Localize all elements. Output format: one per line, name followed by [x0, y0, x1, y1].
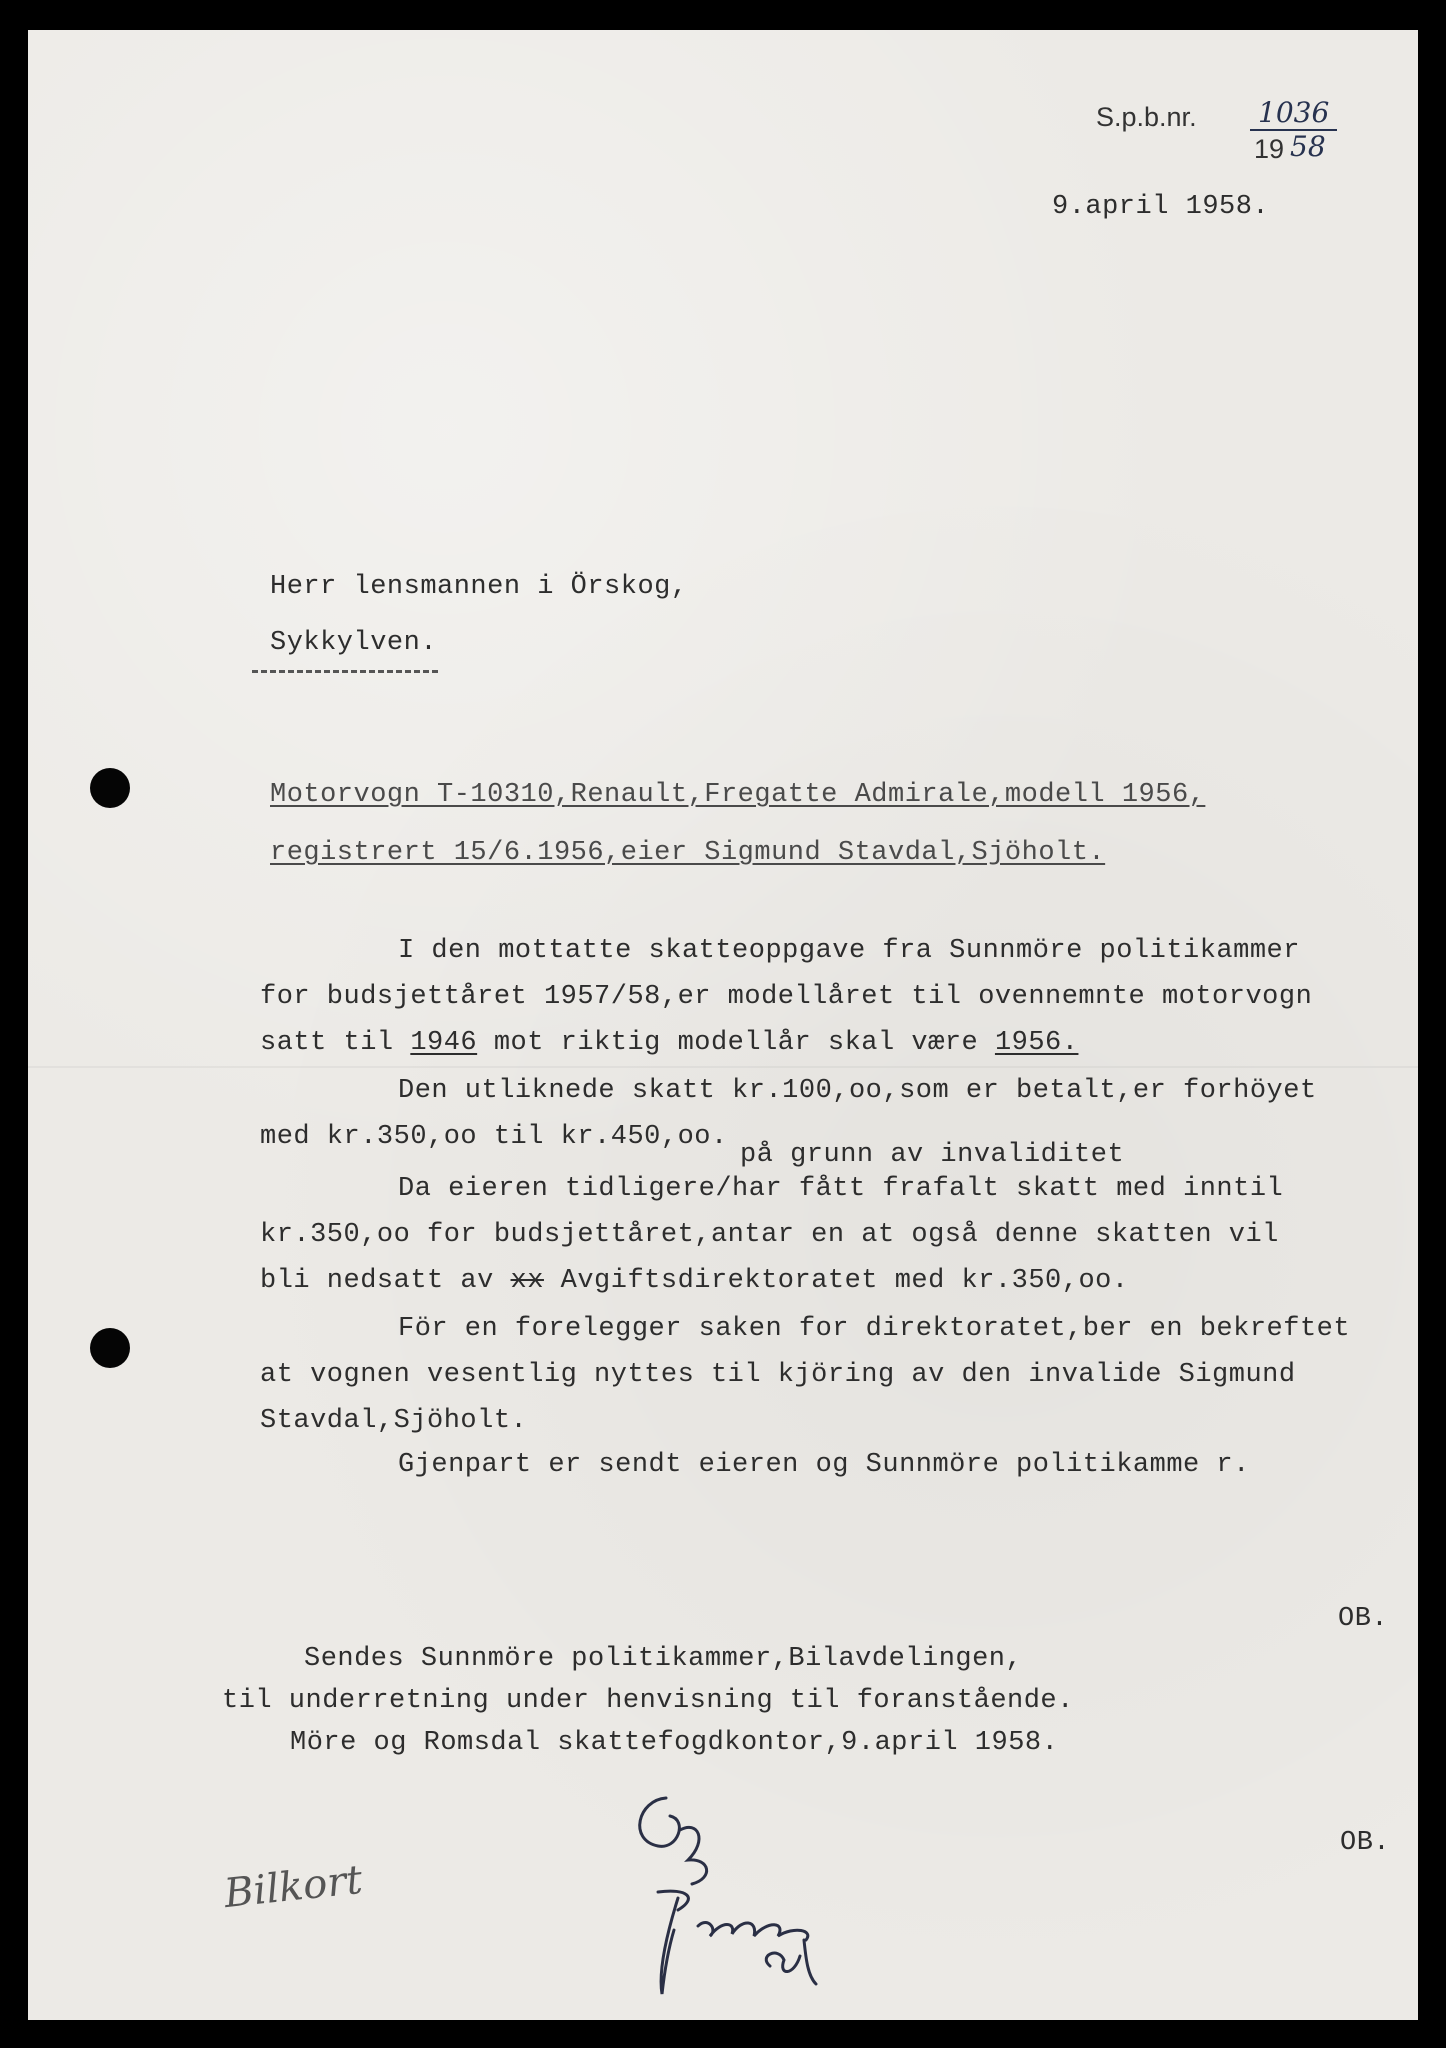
addressee-underline	[252, 670, 438, 673]
body-p1-line-2: for budsjettåret 1957/58,er modellåret til ovennemnte motorvogn	[260, 982, 1313, 1012]
body-p2-insertion: på grunn av invaliditet	[740, 1140, 1125, 1170]
body-p3-line-1: Da eieren tidligere/har fått frafalt skatt med inntil	[398, 1174, 1284, 1204]
reference-year-prefix: 19	[1254, 134, 1285, 164]
initials-2: OB.	[1340, 1828, 1391, 1858]
body-p3-line-3: bli nedsatt av xx Avgiftsdirektoratet med kr.350,oo.	[260, 1266, 1129, 1296]
forwarding-line-3: Möre og Romsdal skattefogdkontor,9.april 1958.	[290, 1728, 1059, 1758]
addressee-line-2: Sykkylven.	[270, 628, 438, 658]
punch-hole-bottom	[90, 1328, 130, 1368]
forwarding-line-1: Sendes Sunnmöre politikammer,Bilavdelingen,	[304, 1644, 1023, 1674]
reference-year-suffix: 58	[1290, 130, 1326, 163]
punch-hole-top	[90, 768, 130, 808]
struck-text: xx	[510, 1266, 544, 1296]
body-p1-line-1: I den mottatte skatteoppgave fra Sunnmöre politikammer	[398, 936, 1300, 966]
subject-line-1: Motorvogn T-10310,Renault,Fregatte Admirale,modell 1956,	[270, 780, 1206, 810]
paper-fold	[28, 1066, 1418, 1068]
reference-label: S.p.b.nr.	[1096, 102, 1197, 132]
marginal-note: Bilkort	[221, 1856, 365, 1918]
body-p4-line-3: Stavdal,Sjöholt.	[260, 1406, 528, 1436]
addressee-line-1: Herr lensmannen i Örskog,	[270, 572, 688, 602]
letter-page	[28, 30, 1418, 2020]
body-p4-line-1: För en forelegger saken for direktoratet,ber en bekreftet	[398, 1314, 1351, 1344]
correct-model-year: 1956.	[994, 1028, 1079, 1058]
body-p2-line-1: Den utliknede skatt kr.100,oo,som er betalt,er forhöyet	[398, 1076, 1317, 1106]
letter-date: 9.april 1958.	[1052, 192, 1270, 222]
subject-line-2: registrert 15/6.1956,eier Sigmund Stavdal,Sjöholt.	[270, 838, 1106, 868]
body-p1-line-3: satt til 1946 mot riktig modellår skal være 1956.	[260, 1028, 1079, 1058]
initials-1: OB.	[1338, 1604, 1389, 1634]
forwarding-line-2: til underretning under henvisning til foranstående.	[222, 1686, 1074, 1716]
body-p5: Gjenpart er sendt eieren og Sunnmöre politikamme r.	[398, 1450, 1250, 1480]
body-p2-line-2: med kr.350,oo til kr.450,oo.	[260, 1122, 728, 1152]
signature	[618, 1780, 938, 2010]
body-p3-line-2: kr.350,oo for budsjettåret,antar en at også denne skatten vil	[260, 1220, 1279, 1250]
reference-number: 1036	[1250, 96, 1337, 131]
wrong-model-year: 1946	[410, 1028, 478, 1058]
body-p4-line-2: at vognen vesentlig nyttes til kjöring av den invalide Sigmund	[260, 1360, 1296, 1390]
